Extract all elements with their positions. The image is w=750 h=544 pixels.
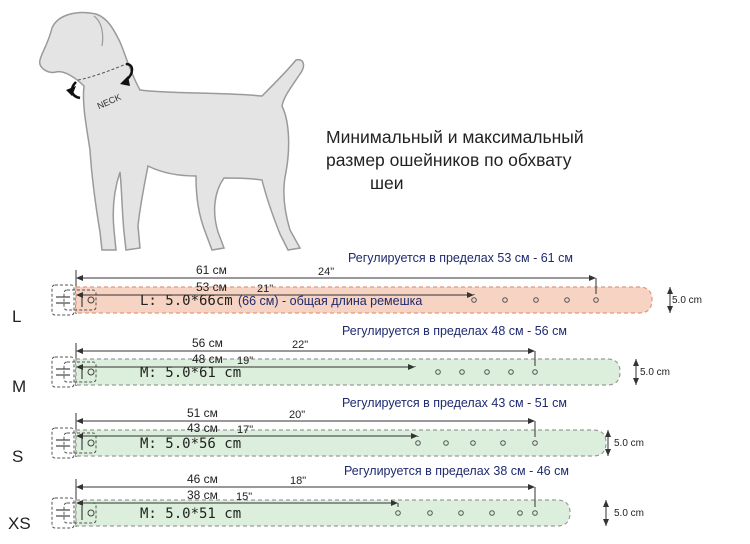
min-length-cm: 43 см [187, 421, 218, 435]
adjust-range-label: Регулируется в пределах 43 см - 51 см [342, 396, 567, 410]
max-length-cm: 51 см [187, 406, 218, 420]
collar-width-label: 5.0 cm [614, 508, 645, 519]
max-length-cm: 56 см [192, 336, 223, 350]
width-arrow-head-top [603, 500, 609, 507]
adjust-range-label: Регулируется в пределах 48 см - 56 см [342, 324, 567, 338]
max-length-cm: 61 см [196, 263, 227, 277]
width-arrow-head-bottom [633, 378, 639, 385]
width-arrow-head-bottom [667, 306, 673, 313]
max-length-arrow-head-left [76, 484, 83, 490]
max-length-arrow-head-right [589, 275, 596, 281]
width-arrow-head-top [667, 287, 673, 294]
adjust-range-label: Регулируется в пределах 53 см - 61 см [348, 251, 573, 265]
collar-spec-label: M: 5.0*61 cm [140, 365, 242, 381]
min-length-cm: 53 см [196, 280, 227, 294]
title-line: размер ошейников по обхвату [326, 150, 572, 170]
width-arrow-head-bottom [605, 449, 611, 456]
size-letter: L [12, 307, 22, 326]
min-length-cm: 38 см [187, 488, 218, 502]
width-arrow-head-top [605, 430, 611, 437]
min-length-inch: 15" [236, 491, 253, 503]
max-length-arrow-head-left [76, 418, 83, 424]
min-length-cm: 48 см [192, 352, 223, 366]
collar-spec-label: M: 5.0*56 cm [140, 436, 242, 452]
size-letter: M [12, 377, 27, 396]
max-length-arrow-head-left [76, 348, 83, 354]
title-line: шеи [370, 173, 404, 193]
max-length-inch: 18" [290, 475, 307, 487]
neck-label: NECK [95, 91, 123, 112]
max-length-inch: 20" [289, 409, 306, 421]
max-length-arrow-head-right [528, 348, 535, 354]
max-length-arrow-head-right [528, 484, 535, 490]
max-length-inch: 22" [292, 339, 309, 351]
size-letter: XS [8, 514, 31, 533]
adjust-range-label: Регулируется в пределах 38 см - 46 см [344, 464, 569, 478]
width-arrow-head-bottom [603, 519, 609, 526]
max-length-arrow-head-left [76, 275, 83, 281]
collar-spec-label: M: 5.0*51 cm [140, 506, 242, 522]
min-length-inch: 21" [257, 283, 274, 295]
collar-width-label: 5.0 cm [672, 295, 703, 306]
collar-width-label: 5.0 cm [640, 367, 671, 378]
collar-width-label: 5.0 cm [614, 438, 645, 449]
title-line: Минимальный и максимальный [326, 127, 584, 147]
min-length-inch: 17" [237, 424, 254, 436]
total-length-note: (66 см) - общая длина ремешка [238, 294, 423, 308]
size-letter: S [12, 447, 24, 466]
width-arrow-head-top [633, 359, 639, 366]
collar-spec-label: L: 5.0*66cm [140, 293, 233, 309]
max-length-arrow-head-right [528, 418, 535, 424]
min-length-inch: 19" [237, 355, 254, 367]
max-length-inch: 24" [318, 266, 335, 278]
max-length-cm: 46 см [187, 472, 218, 486]
